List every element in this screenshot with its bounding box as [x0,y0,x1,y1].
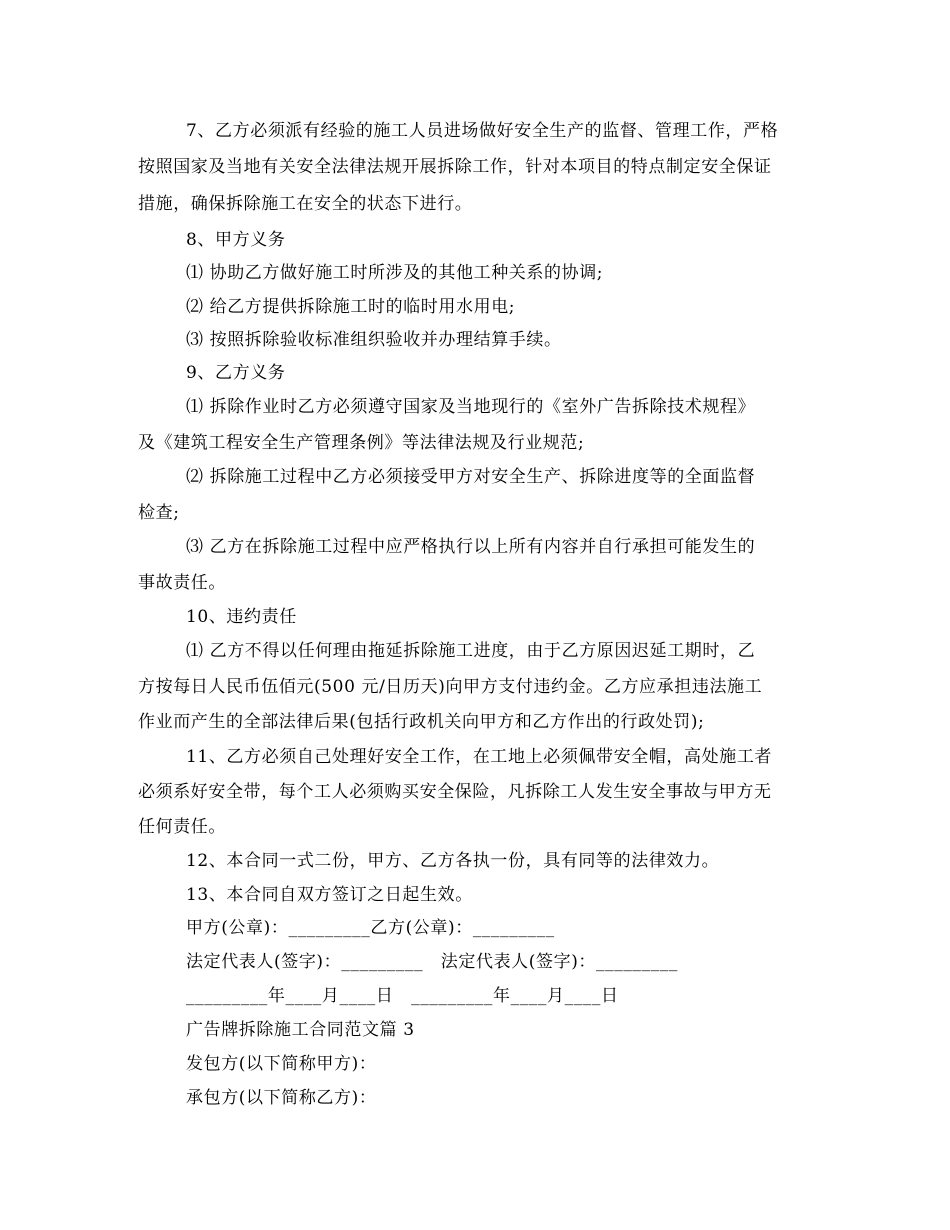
paragraph-line: 措施，确保拆除施工在安全的状态下进行。 [138,194,473,214]
paragraph-line: 11、乙方必须自己处理好安全工作，在工地上必须佩带安全帽，高处施工者 [186,747,773,767]
paragraph-line: 方按每日人民币伍佰元(500 元/日历天)向甲方支付违约金。乙方应承担违法施工 [138,677,763,697]
paragraph-line: 事故责任。 [138,573,226,593]
paragraph-line: 检查; [138,503,180,523]
party-line-contractor: 承包方(以下简称乙方)： [186,1088,377,1108]
list-item: ⑶ 按照拆除验收标准组织验收并办理结算手续。 [186,330,562,350]
list-item: ⑴ 乙方不得以任何理由拖延拆除施工进度，由于乙方原因迟延工期时，乙 [186,641,756,661]
paragraph-line: 及《建筑工程安全生产管理条例》等法律法规及行业规范; [138,433,585,453]
list-item: ⑵ 拆除施工过程中乙方必须接受甲方对安全生产、拆除进度等的全面监督 [186,467,756,487]
paragraph-line: 7、乙方必须派有经验的施工人员进场做好安全生产的监督、管理工作，严格 [186,121,779,141]
signature-line-seal: 甲方(公章)：_________乙方(公章)：_________ [186,918,555,938]
paragraph-line: 作业而产生的全部法律后果(包括行政机关向甲方和乙方作出的行政处罚); [138,712,705,732]
list-item: ⑴ 拆除作业时乙方必须遵守国家及当地现行的《室外广告拆除技术规程》 [186,397,756,417]
paragraph-line: 必须系好安全带，每个工人必须购买安全保险，凡拆除工人发生安全事故与甲方无 [138,782,772,802]
section-title: 广告牌拆除施工合同范文篇 3 [186,1020,415,1040]
list-item: ⑵ 给乙方提供拆除施工时的临时用水用电; [186,297,516,317]
list-item: ⑶ 乙方在拆除施工过程中应严格执行以上所有内容并自行承担可能发生的 [186,537,756,557]
party-line-employer: 发包方(以下简称甲方)： [186,1054,377,1074]
paragraph-line: 12、本合同一式二份，甲方、乙方各执一份，具有同等的法律效力。 [186,851,720,871]
signature-line-representative: 法定代表人(签字)：_________ 法定代表人(签字)：_________ [186,952,678,972]
paragraph-line: 按照国家及当地有关安全法律法规开展拆除工作，针对本项目的特点制定安全保证 [138,157,772,177]
list-item: ⑴ 协助乙方做好施工时所涉及的其他工种关系的协调; [186,263,604,283]
section-heading: 9、乙方义务 [186,363,286,383]
paragraph-line: 13、本合同自双方签订之日起生效。 [186,885,473,905]
section-heading: 8、甲方义务 [186,230,286,250]
signature-line-date: _________年____月____日 _________年____月____日 [186,986,619,1006]
section-heading: 10、违约责任 [186,607,297,627]
paragraph-line: 任何责任。 [138,817,226,837]
